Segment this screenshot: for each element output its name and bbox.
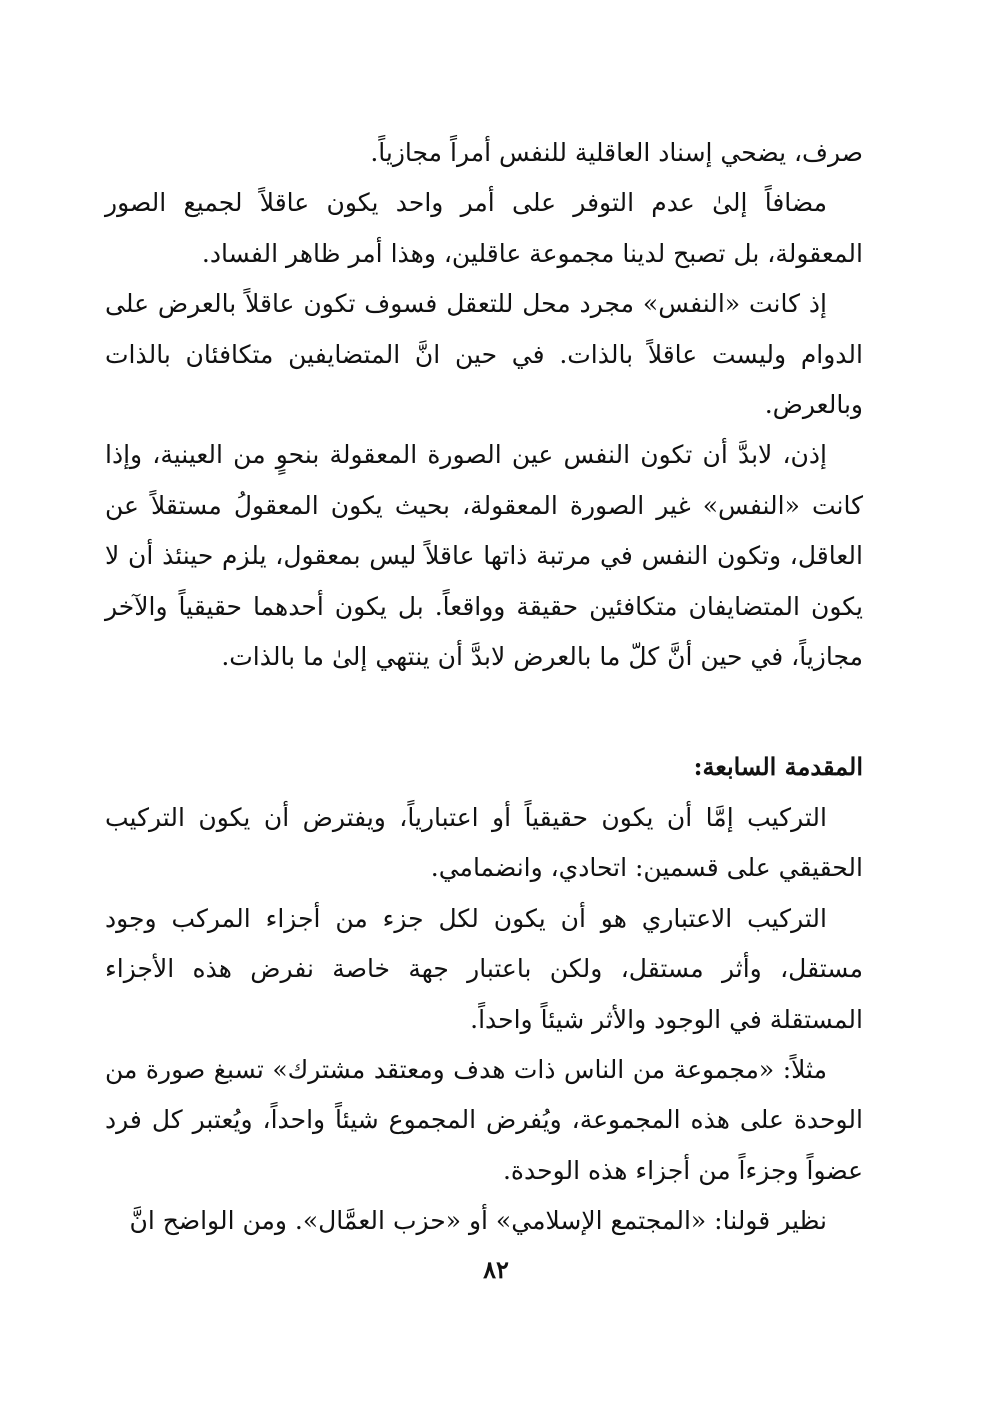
paragraph: نظير قولنا: «المجتمع الإسلامي» أو «حزب العمَّال». ومن الواضح انَّ — [129, 1206, 827, 1236]
paragraph: إذن، لابدَّ أن تكون النفس عين الصورة المعقولة بنحوٍ من العينية، وإذا كانت «النفس» غير الصورة المعقولة، بحيث يكون المعقولُ مستقلاً عن العاقل، وتكون النفس في مرتبة ذاتها عاقلاً ليس بمعقول، يلزم حينئذ أن لا يكون المتضايفان متكافئين حقيقة وواقعاً. بل يكون أحدهما حقيقياً والآخر مجازياً، في حين أنَّ كلّ ما بالعرض لابدَّ أن ينتهي إلىٰ ما بالذات. — [105, 440, 863, 672]
paragraphs-after-heading — [105, 793, 863, 1247]
page-number: ٨٢ — [483, 1255, 509, 1284]
paragraph: صرف، يضحي إسناد العاقلية للنفس أمراً مجازياً. — [370, 138, 863, 167]
paragraph: مضافاً إلىٰ عدم التوفر على أمر واحد يكون عاقلاً لجميع الصور المعقولة، بل تصبح لدينا مجموعة عاقلين، وهذا أمر ظاهر الفساد. — [105, 188, 863, 268]
paragraph: التركيب الاعتباري هو أن يكون لكل جزء من أجزاء المركب وجود مستقل، وأثر مستقل، ولكن باعتبار جهة خاصة نفرض هذه الأجزاء المستقلة في الوجود والأثر شيئاً واحداً. — [105, 903, 863, 1034]
section-heading: المقدمة السابعة: — [693, 752, 863, 782]
paragraph: التركيب إمَّا أن يكون حقيقياً أو اعتبارياً، ويفترض أن يكون التركيب الحقيقي على قسمين: اتحادي، وانضمامي. — [105, 802, 863, 883]
paragraph: مثلاً: «مجموعة من الناس ذات هدف ومعتقد مشترك» تسبغ صورة من الوحدة على هذه المجموعة، ويُفرض المجموع شيئاً واحداً، ويُعتبر كل فرد عضواً وجزءاً من أجزاء هذه الوحدة. — [105, 1054, 863, 1185]
page-text — [105, 128, 863, 1247]
paragraph: إذ كانت «النفس» مجرد محل للتعقل فسوف تكون عاقلاً بالعرض على الدوام وليست عاقلاً بالذات. في حين انَّ المتضايفين متكافئان بالذات وبالعرض. — [105, 289, 863, 420]
paragraphs-before-heading — [105, 128, 863, 682]
